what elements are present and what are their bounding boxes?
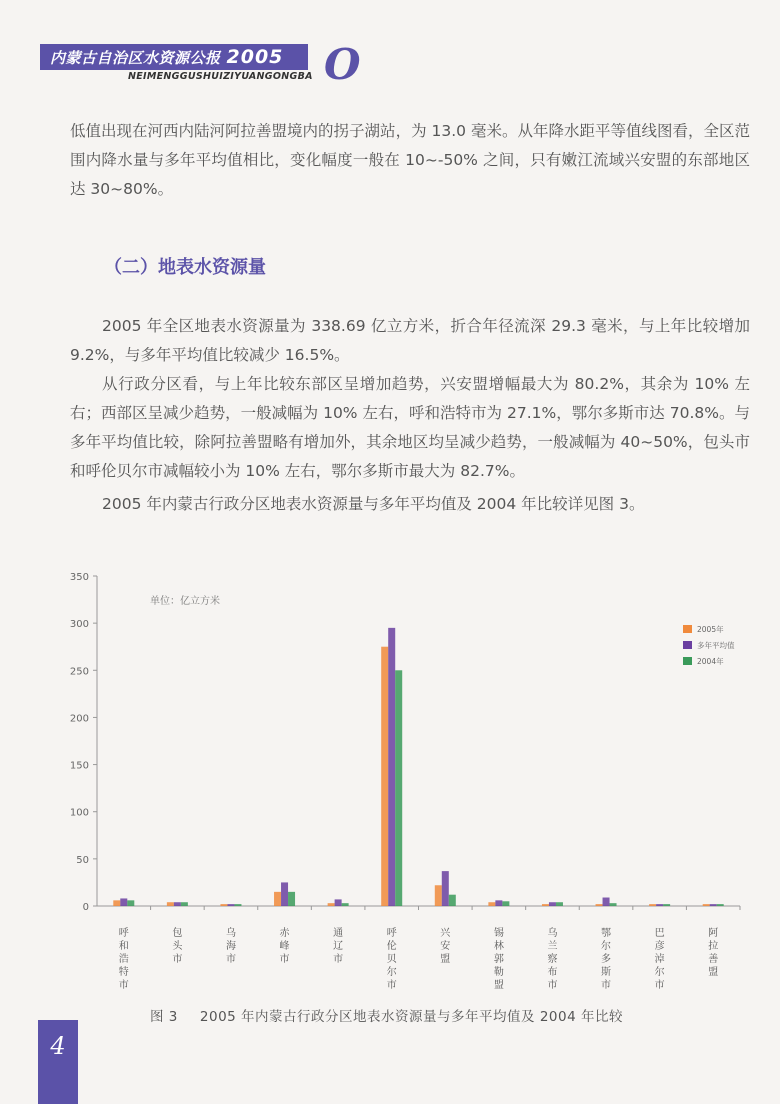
bar-1-2	[181, 902, 188, 906]
bar-1-1	[174, 902, 181, 906]
bar-10-2	[663, 904, 670, 906]
y-tick-label-2: 100	[69, 807, 89, 819]
bar-6-2	[449, 895, 456, 906]
legend-swatch-2	[683, 657, 692, 665]
x-tick-label-10: 巴彦淖尔市	[654, 928, 665, 991]
y-tick-label-5: 250	[69, 666, 89, 678]
bar-0-1	[120, 898, 127, 906]
bar-10-1	[656, 904, 663, 906]
x-tick-label-9: 鄂尔多斯市	[601, 928, 612, 991]
paragraph-surface-total-text: 2005 年全区地表水资源量为 338.69 亿立方米，折合年径流深 29.3 毫米，与上年比较增加 9.2%，与多年平均值比较减少 16.5%。	[70, 317, 750, 364]
y-tick-label-1: 50	[76, 854, 89, 866]
bar-3-0	[274, 892, 281, 906]
x-tick-label-5: 呼伦贝尔市	[386, 928, 397, 991]
bar-8-2	[556, 902, 563, 906]
bar-chart	[60, 562, 760, 1007]
x-tick-label-1: 包头市	[172, 928, 183, 965]
bar-10-0	[649, 904, 656, 906]
bar-2-1	[227, 904, 234, 906]
bar-1-0	[167, 902, 174, 906]
bar-2-0	[220, 904, 227, 906]
x-tick-label-2: 乌海市	[225, 928, 236, 965]
bar-7-0	[488, 902, 495, 906]
figure-caption-text: 2005 年内蒙古行政分区地表水资源量与多年平均值及 2004 年比较	[199, 1009, 623, 1025]
legend-label-2: 2004年	[697, 657, 724, 666]
bar-9-2	[610, 903, 617, 906]
figure-number: 图 3	[150, 1009, 178, 1025]
bar-11-0	[703, 904, 710, 906]
bar-0-2	[127, 900, 134, 906]
bar-11-2	[717, 904, 724, 906]
bar-8-1	[549, 902, 556, 906]
x-tick-label-3: 赤峰市	[279, 928, 290, 965]
paragraph-admin-regions	[70, 370, 750, 486]
y-tick-label-0: 0	[82, 902, 89, 913]
paragraph-admin-regions-text: 从行政分区看，与上年比较东部区呈增加趋势，兴安盟增幅最大为 80.2%，其余为 10% 左右；西部区呈减少趋势，一般减幅为 10% 左右，呼和浩特市为 27.1%，鄂尔多斯市达 70.8%。与多年平均值比较，除阿拉善盟略有增加外，其余地区均呈减少趋势，一般减幅为 40~50%，包头市和呼伦贝尔市减幅较小为 10% 左右，鄂尔多斯市最大为 82.7%。	[70, 375, 750, 480]
x-tick-label-11: 阿拉善盟	[708, 928, 719, 978]
bar-8-0	[542, 904, 549, 906]
figure-caption	[150, 1005, 623, 1025]
bar-6-0	[435, 885, 442, 906]
header-letter: O	[324, 40, 361, 89]
x-tick-label-0: 呼和浩特市	[118, 928, 129, 991]
header-title: 内蒙古自治区水资源公报	[50, 49, 221, 67]
bar-6-1	[442, 871, 449, 906]
bar-9-1	[603, 898, 610, 906]
bar-2-2	[234, 904, 241, 906]
unit-label: 单位：亿立方米	[150, 596, 220, 607]
header-title-band	[40, 44, 308, 70]
bar-7-1	[495, 900, 502, 906]
bar-5-0	[381, 647, 388, 906]
y-tick-label-4: 200	[69, 713, 89, 725]
y-tick-label-6: 300	[69, 619, 89, 631]
bar-5-2	[395, 670, 402, 906]
bar-4-1	[335, 899, 342, 906]
legend-swatch-1	[683, 641, 692, 649]
bar-3-2	[288, 892, 295, 906]
bar-4-0	[328, 903, 335, 906]
x-tick-label-8: 乌兰察布市	[547, 928, 558, 991]
x-tick-label-7: 锡林郭勒盟	[493, 928, 504, 991]
paragraph-figure-ref	[70, 490, 750, 519]
bar-7-2	[502, 901, 509, 906]
header-subtitle: NEIMENGGUSHUIZIYUANGONGBA	[128, 71, 313, 82]
paragraph-precipitation: 低值出现在河西内陆河阿拉善盟境内的拐子湖站，为 13.0 毫米。从年降水距平等值线图看，全区范围内降水量与多年平均值相比，变化幅度一般在 10~-50% 之间，只有嫩江流域兴安盟的东部地区达 30~80%。	[70, 122, 750, 198]
x-tick-label-6: 兴安盟	[440, 928, 451, 965]
bar-9-0	[596, 904, 603, 906]
section-title: （二）地表水资源量	[104, 257, 266, 278]
bar-4-2	[342, 903, 349, 906]
y-tick-label-7: 350	[69, 572, 89, 583]
x-tick-label-4: 通辽市	[333, 928, 344, 965]
paragraph-surface-total	[70, 312, 750, 370]
legend-label-1: 多年平均值	[697, 641, 735, 650]
legend-swatch-0	[683, 625, 692, 633]
page-header	[0, 0, 780, 100]
y-tick-label-3: 150	[69, 760, 89, 772]
bar-0-0	[113, 900, 120, 906]
bar-5-1	[388, 628, 395, 906]
paragraph-figure-ref-text: 2005 年内蒙古行政分区地表水资源量与多年平均值及 2004 年比较详见图 3。	[102, 495, 645, 513]
bar-3-1	[281, 882, 288, 906]
page-number: 4	[38, 1020, 78, 1104]
header-year: 2005	[226, 46, 284, 68]
legend-label-0: 2005年	[697, 625, 724, 634]
bar-11-1	[710, 904, 717, 906]
